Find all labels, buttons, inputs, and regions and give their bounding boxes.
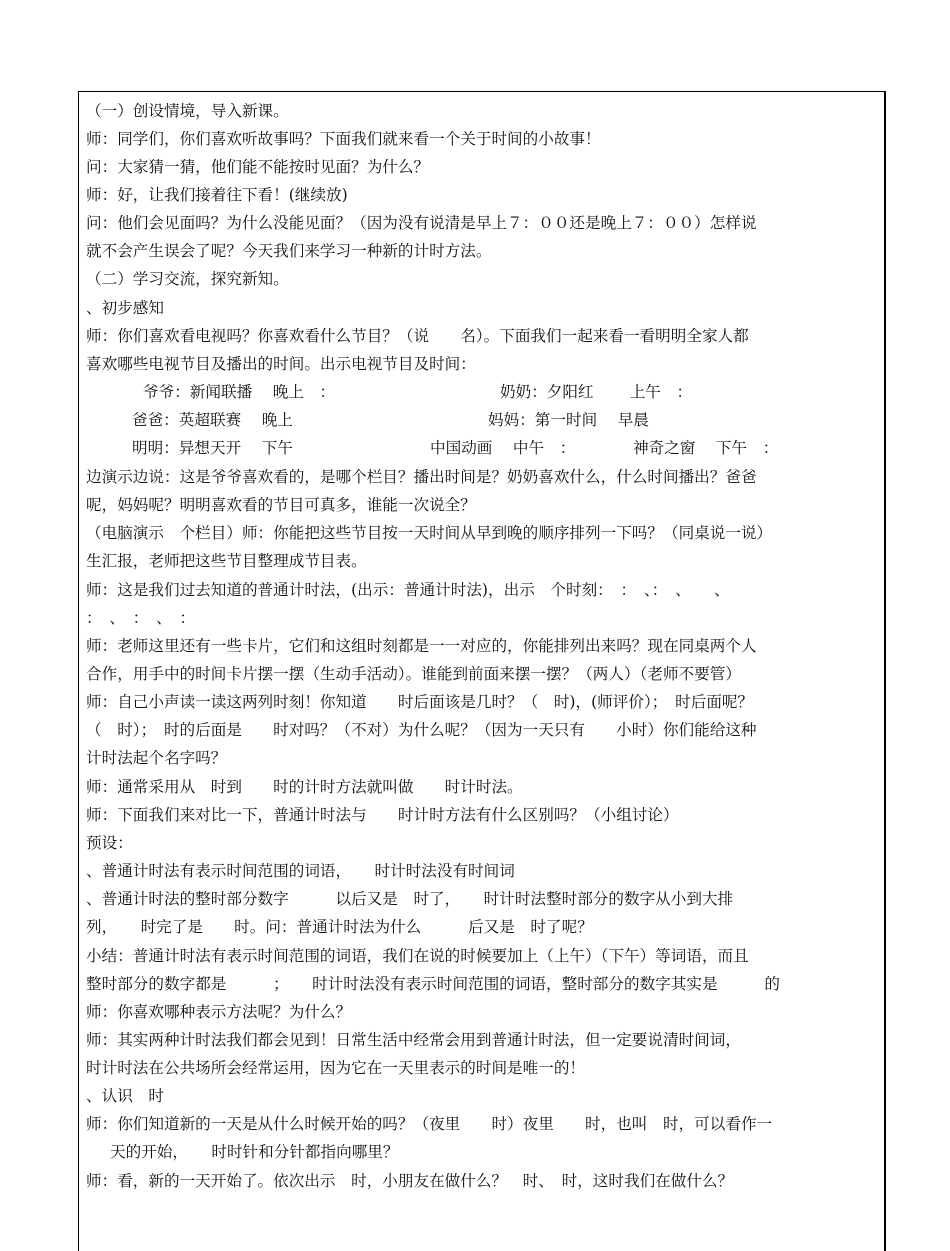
tv-program-mom: 妈妈：第一时间 早晨 (488, 411, 649, 429)
tv-program-grandpa: 爷爷：新闻联播 晚上 ： (143, 383, 336, 401)
text-line: 小结：普通计时法有表示时间范围的词语，我们在说的时候要加上（上午）（下午）等词语，而且 (86, 947, 749, 965)
text-line: 、普通计时法的整时部分数字 以后又是 时了， 时计时法整时部分的数字从小到大排 (86, 890, 734, 908)
text-line: 师：老师这里还有一些卡片，它们和这组时刻都是一一对应的，你能排列出来吗？现在同桌两个人 (86, 637, 757, 655)
text-line: 师：下面我们来对比一下，普通计时法与 时计时方法有什么区别吗？（小组讨论） (86, 806, 679, 824)
text-line: 师：看，新的一天开始了。依次出示 时，小朋友在做什么？ 时、 时，这时我们在做什么？ (86, 1172, 734, 1190)
text-line: 师：你们知道新的一天是从什么时候开始的吗？（夜里 时）夜里 时，也叫 时，可以看作一 (86, 1115, 773, 1133)
text-line: （一）创设情境，导入新课。 (86, 102, 289, 120)
text-line: （ 时）； 时的后面是 时对吗？（不对）为什么呢？（因为一天只有 小时）你们能给这种 (86, 721, 757, 739)
text-line: 列， 时完了是 时。问：普通计时法为什么 后又是 时了呢？ (86, 918, 593, 936)
text-line: 边演示边说：这是爷爷喜欢看的，是哪个栏目？播出时间是？奶奶喜欢什么，什么时间播出？爸爸 (86, 468, 757, 486)
tv-program-dad: 爸爸：英超联赛 晚上 (132, 411, 293, 429)
tv-program-magic: 神奇之窗 下午 ： (633, 439, 779, 457)
text-line: 问：大家猜一猜，他们能不能按时见面？为什么？ (86, 158, 430, 176)
text-line: 师：这是我们过去知道的普通计时法，(出示：普通计时法)，出示 个时刻： ： 、： 、 、 (86, 581, 730, 599)
text-line: 就不会产生误会了呢？今天我们来学习一种新的计时方法。 (86, 242, 492, 260)
text-line: 、认识 时 (86, 1087, 164, 1105)
text-line: （二）学习交流，探究新知。 (86, 270, 289, 288)
text-line: ： 、 ： 、 ： (86, 609, 196, 627)
text-line: 师：通常采用从 时到 时的计时方法就叫做 时计时法。 (86, 778, 523, 796)
text-line: 师：你们喜欢看电视吗？你喜欢看什么节目？（说 名）。下面我们一起来看一看明明全家人都 (86, 327, 749, 345)
text-line: 整时部分的数字都是 ； 时计时法没有表示时间范围的词语，整时部分的数字其实是 的 (86, 975, 780, 993)
text-line: 合作，用手中的时间卡片摆一摆（生动手活动）。谁能到前面来摆一摆？（两人）（老师不要管） (86, 665, 741, 683)
text-line: 师：好，让我们接着往下看！(继续放) (86, 186, 348, 204)
text-line: 时计时法在公共场所会经常运用，因为它在一天里表示的时间是唯一的！ (86, 1059, 586, 1077)
text-line: 预设： (86, 834, 133, 852)
tv-program-cartoon: 中国动画 中午 ： (430, 439, 576, 457)
text-line: 师：自己小声读一读这两列时刻！你知道 时后面该是几时？（ 时)，(师评价）； 时后面呢？ (86, 693, 754, 711)
text-line: 师：你喜欢哪种表示方法呢？为什么？ (86, 1003, 352, 1021)
text-line: 师：其实两种计时法我们都会见到！日常生活中经常会用到普通计时法，但一定要说清时间词， (86, 1031, 741, 1049)
text-line: 喜欢哪些电视节目及播出的时间。出示电视节目及时间： (86, 355, 476, 373)
text-line: 、普通计时法有表示时间范围的词语， 时计时法没有时间词 (86, 862, 515, 880)
text-line: 计时法起个名字吗？ (86, 749, 227, 767)
text-line: （电脑演示 个栏目）师：你能把这些节目按一天时间从早到晚的顺序排列一下吗？（同桌说一说） (86, 524, 773, 542)
tv-program-grandma: 奶奶：夕阳红 上午 ： (500, 383, 693, 401)
text-line: 师：同学们，你们喜欢听故事吗？下面我们就来看一个关于时间的小故事！ (86, 130, 601, 148)
text-line: 、初步感知 (86, 299, 164, 317)
text-line: 天的开始， 时时针和分针都指向哪里？ (110, 1143, 399, 1161)
tv-program-mingming: 明明：异想天开 下午 (132, 439, 293, 457)
text-line: 生汇报，老师把这些节目整理成节目表。 (86, 552, 367, 570)
text-line: 问：他们会见面吗？为什么没能见面？（因为没有说清是早上７：００还是晚上７：００）怎样说 (86, 214, 757, 232)
text-line: 呢，妈妈呢？明明喜欢看的节目可真多，谁能一次说全？ (86, 496, 476, 514)
